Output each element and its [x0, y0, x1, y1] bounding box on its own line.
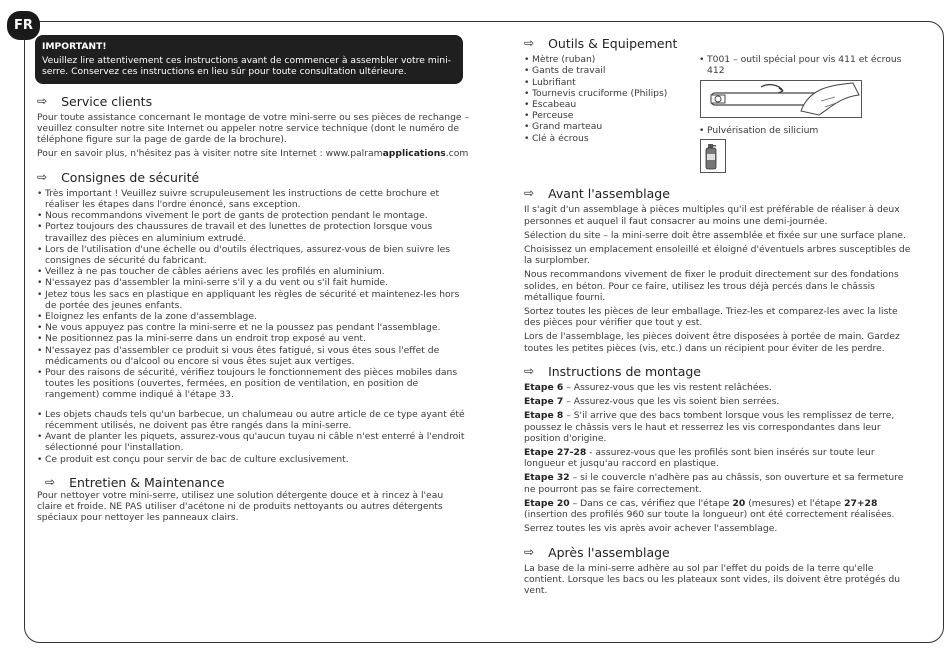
list-item: • Lubrifiant: [524, 77, 699, 88]
service-website-bold: applications: [382, 148, 446, 160]
arrow-right-icon: ⇨: [45, 474, 56, 489]
before-heading: [524, 186, 916, 202]
silicone-label: • Pulvérisation de silicium: [699, 125, 916, 136]
list-item: • Pour des raisons de sécurité, vérifiez toujours le fonctionnement des pièces mobiles dans toutes les positions (ouvertes, fermées, en position de ventilation, en position de rangement) comme indiqué à l'étape 33.: [37, 367, 470, 401]
service-text: Pour toute assistance concernant le montage de votre mini-serre ou ses pièces de rechange – veuillez consulter notre site Internet ou appeler notre service technique (dont le numéro de téléphone figure sur la page de garde de la brochure).: [37, 111, 470, 146]
list-item: • Grand marteau: [524, 121, 699, 132]
maintenance-heading: [45, 474, 470, 490]
step-text: – Dans ce cas, vérifiez que l'étape: [569, 497, 733, 509]
step-7: [524, 396, 916, 407]
safety-heading: [37, 169, 470, 185]
list-item: • Veillez à ne pas toucher de câbles aériens avec les profilés en aluminium.: [37, 266, 470, 277]
step-ref: 20: [732, 497, 746, 509]
step-20: [524, 498, 916, 520]
paragraph: Nous recommandons vivement de fixer le produit directement sur des fondations solides, en béton. Pour ce faire, utilisez les trous déjà percés dans le châssis métallique fourni.: [524, 269, 899, 303]
after-title: Après l'assemblage: [548, 544, 670, 560]
step-text: (insertion des profilés 960 sur toute la longueur) ont été correctement réalisées.: [524, 509, 895, 521]
safety-list: [37, 188, 470, 401]
after-heading: [524, 544, 916, 560]
safety-list-2: [37, 409, 470, 465]
list-item: • Clé à écrous: [524, 133, 699, 144]
step-8: [524, 410, 916, 444]
instructions-heading: [524, 363, 916, 379]
after-text: La base de la mini-serre adhère au sol par l'effet du poids de la terre qu'elle contient. Lorsque les bacs ou les plateaux sont vides, ils doivent être protégés du vent.: [524, 562, 901, 597]
step-6: [524, 382, 916, 393]
tools-illustrations: [699, 54, 916, 180]
tools-title: Outils & Equipement: [548, 36, 678, 51]
arrow-right-icon: ⇨: [37, 169, 48, 184]
list-item: • Jetez tous les sacs en plastique en appliquant les règles de sécurité et maintenez-les hors de portée des jeunes enfants.: [37, 289, 470, 311]
tools-list: [524, 54, 699, 180]
paragraph: Choisissez un emplacement ensoleillé et éloigné d'éventuels arbres susceptibles de la surplomber.: [524, 244, 911, 267]
step-text: - assurez-vous que les profilés sont bien insérés sur toute leur longueur et jusqu'au raccord en plastique.: [524, 447, 875, 470]
step-label: Etape 7: [524, 396, 564, 408]
step-text: (mesures) et l'étape: [745, 497, 845, 509]
paragraph: Il s'agit d'un assemblage à pièces multiples qu'il est préférable de réaliser à deux personnes et auquel il faut consacrer au moins une demi-journée.: [524, 204, 900, 227]
important-box: [35, 35, 463, 84]
wrench-tool-illustration: [700, 80, 862, 118]
before-title: Avant l'assemblage: [548, 186, 670, 202]
maintenance-text: Pour nettoyer votre mini-serre, utilisez une solution détergente douce et à rincez à l'eau claire et froide. NE PAS utiliser d'acétone ni de produits nettoyants ou autres détergents spéciaux pour nettoyer les panneaux clairs.: [37, 489, 444, 524]
step-32: [524, 472, 916, 494]
list-item: • Ne positionnez pas la mini-serre dans un endroit trop exposé au vent.: [37, 333, 470, 344]
list-item: • Portez toujours des chaussures de travail et des lunettes de protection lorsque vous travaillez des pièces en aluminium extrudé.: [37, 221, 470, 243]
list-item: • Ne vous appuyez pas contre la mini-serre et ne la poussez pas pendant l'assemblage.: [37, 322, 470, 333]
list-item: • Tournevis cruciforme (Philips): [524, 88, 699, 99]
tools-section: [524, 54, 916, 180]
final-note: Serrez toutes les vis après avoir achever l'assemblage.: [524, 523, 778, 535]
important-text: Veuillez lire attentivement ces instructions avant de commencer à assembler votre mini-serre. Conservez ces instructions en lieu sûr pour toute consultation ultérieure.: [42, 55, 451, 78]
step-label: Etape 27-28: [524, 447, 587, 459]
step-text: – S'il arrive que des bacs tombent lorsque vous les remplissez de terre, poussez le châssis vers le haut et resserrez les vis correspondantes dans leur position d'origine.: [524, 410, 895, 444]
language-badge: FR: [7, 11, 40, 40]
list-item: • Les objets chauds tels qu'un barbecue, un chalumeau ou autre article de ce type ayant été récemment utilisés, ne doivent pas être rangés dans la mini-serre.: [37, 409, 470, 431]
step-label: Etape 20: [524, 497, 570, 509]
service-website-suffix: .com: [445, 148, 469, 160]
service-title: Service clients: [61, 93, 153, 109]
step-27-28: [524, 447, 916, 469]
arrow-right-icon: ⇨: [524, 363, 535, 378]
list-item: • Mètre (ruban): [524, 54, 699, 65]
list-item: • Lors de l'utilisation d'une échelle ou d'outils électriques, assurez-vous de bien suivre les consignes de sécurité du fabricant.: [37, 244, 470, 266]
arrow-right-icon: ⇨: [37, 93, 48, 108]
list-item: • Gants de travail: [524, 65, 699, 76]
paragraph: Sélection du site – la mini-serre doit être assemblée et fixée sur une surface plane.: [524, 229, 906, 241]
list-item: • Eloignez les enfants de la zone d'assemblage.: [37, 311, 470, 322]
step-text: – Assurez-vous que les vis restent relâchées.: [563, 382, 772, 394]
step-text: – Assurez-vous que les vis soient bien serrées.: [563, 396, 780, 408]
special-tool-label: • T001 – outil spécial pour vis 411 et écrous 412: [699, 54, 916, 76]
list-item: • Très important ! Veuillez suivre scrupuleusement les instructions de cette brochure et réaliser les étapes dans l'ordre énoncé, sans exception.: [37, 188, 470, 210]
paragraph: Sortez toutes les pièces de leur emballage. Triez-les et comparez-les avec la liste des pièces pour vérifier que tout y est.: [524, 306, 898, 329]
list-item: • Escabeau: [524, 99, 699, 110]
service-website: [37, 148, 470, 159]
paragraph: Lors de l'assemblage, les pièces doivent être disposées à portée de main. Gardez toutes les petites pièces (vis, etc.) dans un récipient pour éviter de les perdre.: [524, 331, 900, 354]
service-website-prefix: Pour en savoir plus, n'hésitez pas à visiter notre site Internet : www.palram: [37, 148, 383, 160]
maintenance-title: Entretien & Maintenance: [69, 474, 225, 490]
safety-title: Consignes de sécurité: [61, 169, 200, 185]
step-label: Etape 32: [524, 472, 570, 484]
arrow-right-icon: ⇨: [524, 544, 535, 559]
list-item: • Avant de planter les piquets, assurez-vous qu'aucun tuyau ni câble n'est enterré à l'endroit sélectionné pour l'installation.: [37, 431, 470, 453]
right-column: [524, 35, 916, 599]
list-item: • Nous recommandons vivement le port de gants de protection pendant le montage.: [37, 210, 470, 221]
list-item: • Perceuse: [524, 110, 699, 121]
step-ref: 27+28: [844, 497, 878, 509]
step-text: – si le couvercle n'adhère pas au châssis, son ouverture et sa fermeture ne pourront pas se faire correctement.: [524, 472, 904, 495]
left-column: [37, 35, 470, 527]
important-title: IMPORTANT!: [42, 41, 107, 52]
step-label: Etape 6: [524, 382, 564, 394]
service-heading: [37, 93, 470, 109]
tools-heading: [524, 38, 916, 49]
list-item: • Ce produit est conçu pour servir de bac de culture exclusivement.: [37, 454, 470, 465]
list-item: • N'essayez pas d'assembler ce produit si vous êtes fatigué, si vous êtes sous l'effet de médicaments ou d'alcool ou encore si vous êtes sujet aux vertiges.: [37, 345, 470, 367]
arrow-right-icon: ⇨: [524, 36, 535, 50]
list-item: • N'essayez pas d'assembler la mini-serre s'il y a du vent ou s'il fait humide.: [37, 277, 470, 288]
instructions-title: Instructions de montage: [548, 363, 701, 379]
step-label: Etape 8: [524, 410, 564, 422]
spray-can-icon: [700, 139, 726, 173]
arrow-right-icon: ⇨: [524, 186, 535, 201]
